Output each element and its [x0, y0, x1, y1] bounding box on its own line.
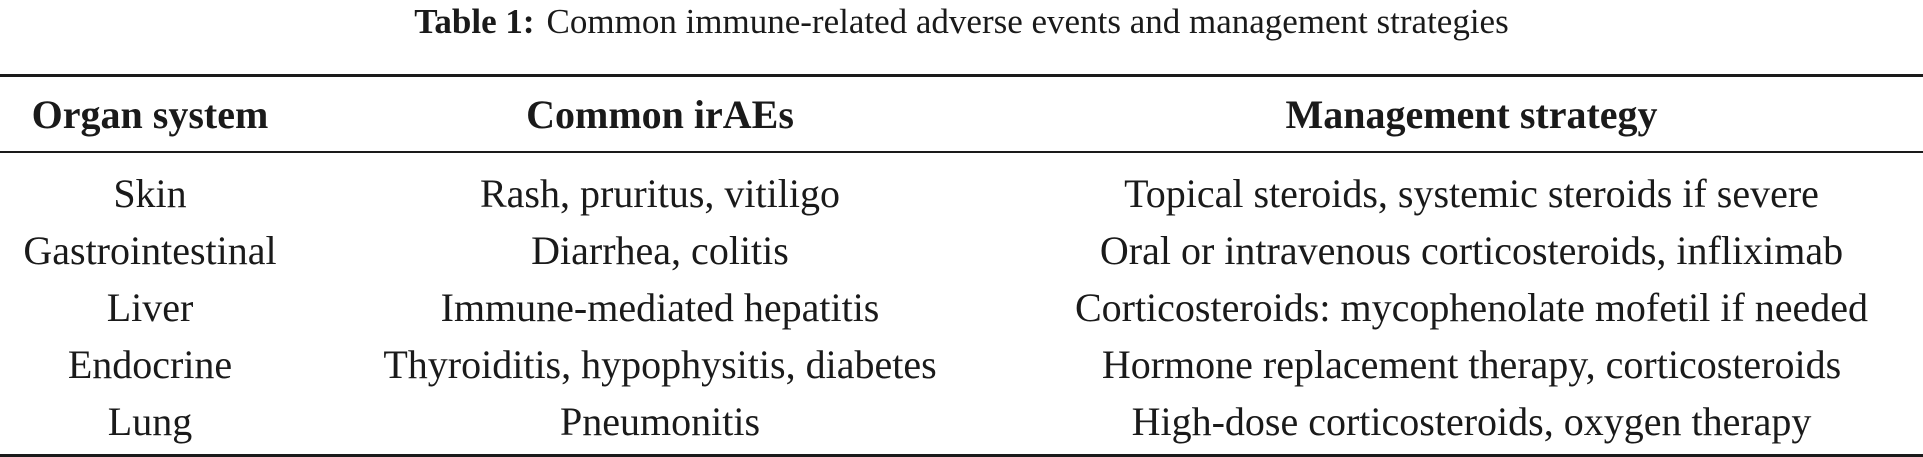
cell-organ: Liver [106, 285, 194, 330]
cell-management: Corticosteroids: mycophenolate mofetil if needed [1074, 285, 1869, 330]
table-row [0, 393, 1923, 450]
cell-iraes: Pneumonitis [559, 399, 761, 444]
table-header-row [0, 77, 1923, 151]
cell-iraes: Rash, pruritus, vitiligo [480, 171, 840, 216]
table-row [0, 336, 1923, 393]
cell-organ: Lung [107, 399, 193, 444]
cell-organ: Endocrine [67, 342, 233, 387]
cell-management: Hormone replacement therapy, corticosteroids [1101, 342, 1842, 387]
cell-iraes: Thyroiditis, hypophysitis, diabetes [383, 342, 937, 387]
table-row [0, 279, 1923, 336]
cell-management: Topical steroids, systemic steroids if severe [1124, 171, 1819, 216]
cell-organ: Skin [113, 171, 187, 216]
spacer-cell [0, 151, 1923, 165]
column-header-common-iraes: Common irAEs [526, 91, 794, 137]
cell-management: Oral or intravenous corticosteroids, infliximab [1099, 228, 1844, 273]
table-body-spacer [0, 151, 1923, 165]
cell-iraes: Immune-mediated hepatitis [440, 285, 880, 330]
table-row [0, 222, 1923, 279]
table-caption [0, 0, 1923, 44]
irae-table [0, 77, 1923, 450]
caption-text: Common immune-related adverse events and management strategies [546, 2, 1509, 41]
caption-label: Table 1: [414, 2, 535, 41]
column-header-management-strategy: Management strategy [1285, 91, 1658, 137]
cell-iraes: Diarrhea, colitis [531, 228, 789, 273]
cell-management: High-dose corticosteroids, oxygen therapy [1131, 399, 1812, 444]
cell-organ: Gastrointestinal [23, 228, 277, 273]
column-header-organ-system: Organ system [31, 91, 269, 137]
table-row [0, 165, 1923, 222]
